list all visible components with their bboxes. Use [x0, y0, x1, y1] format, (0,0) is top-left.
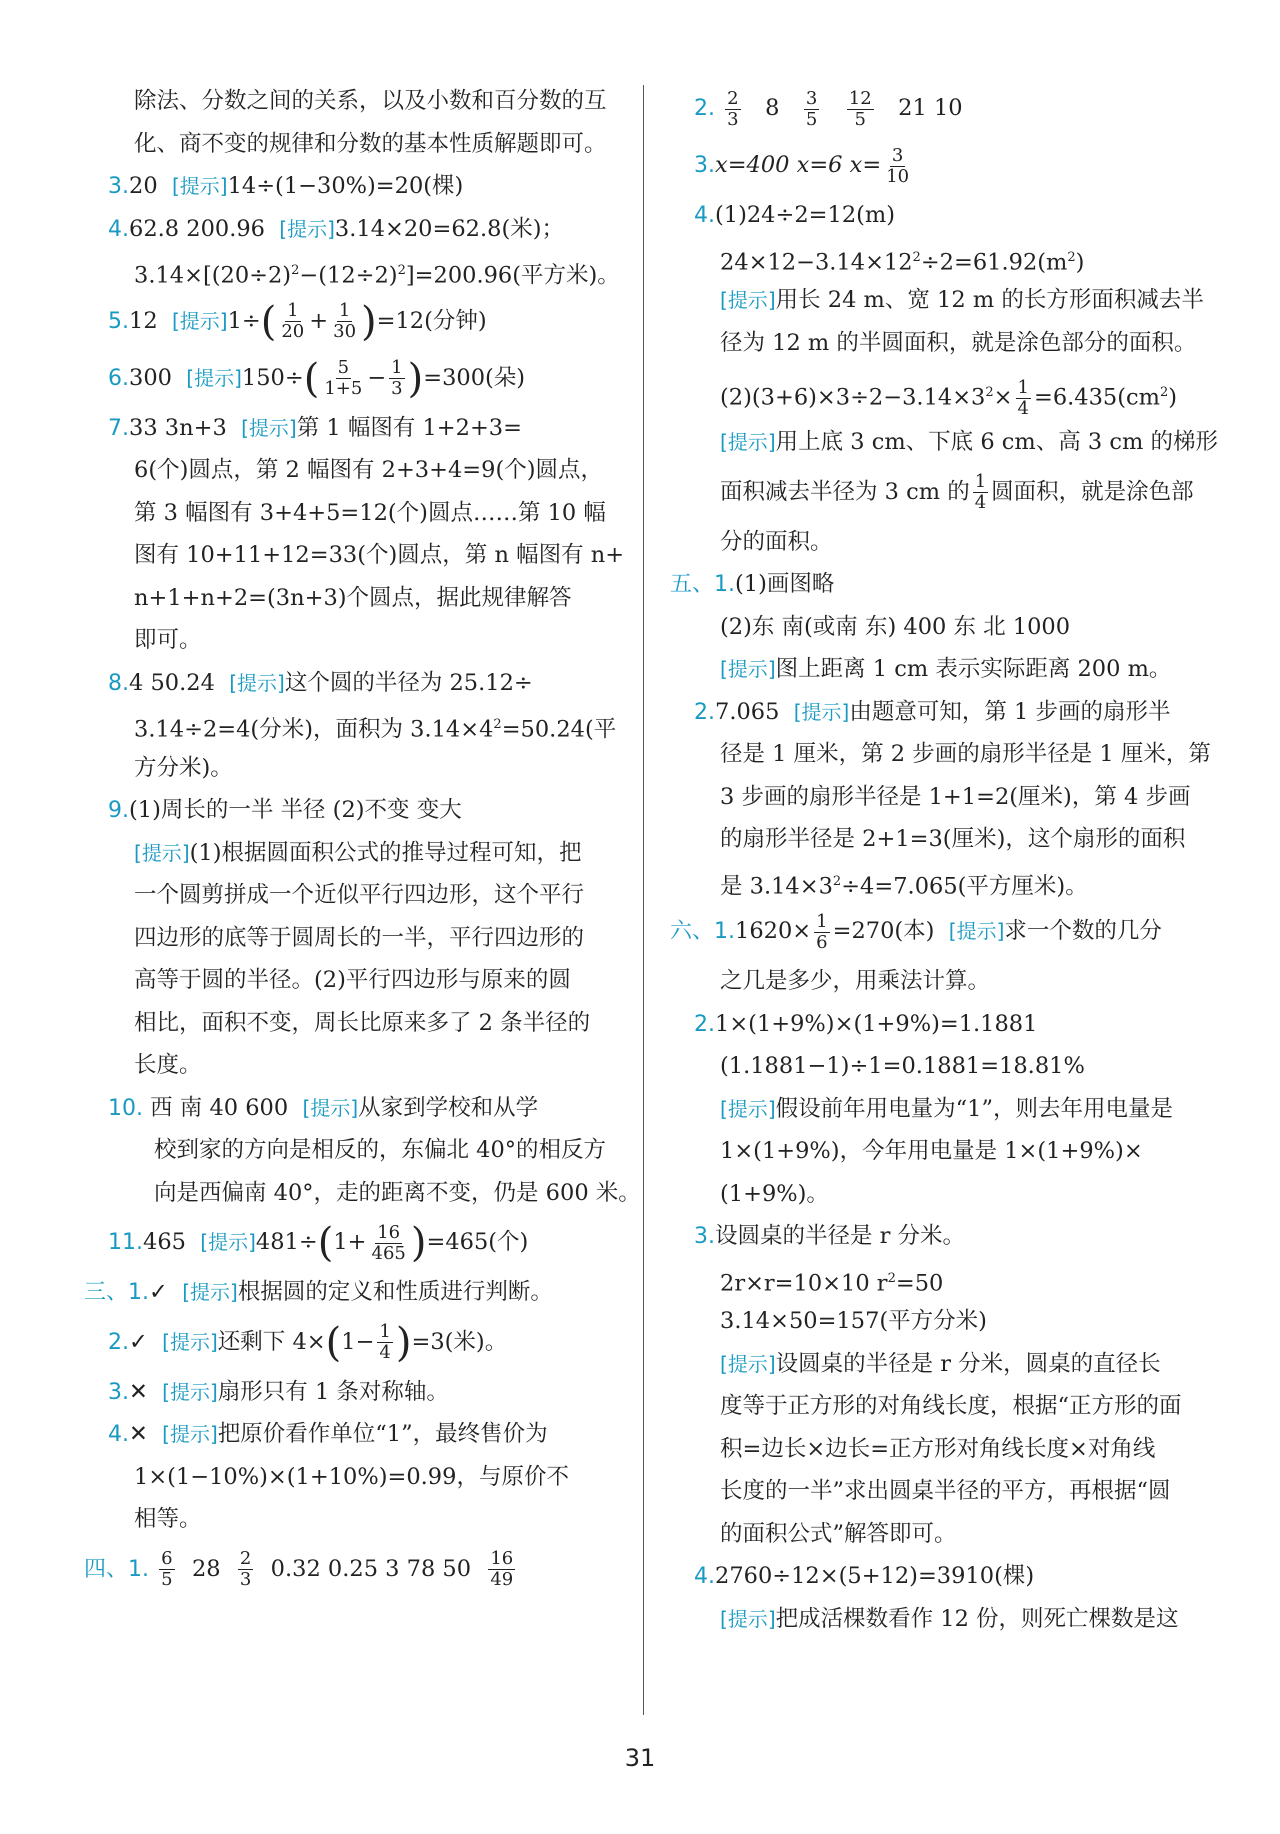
left-column [84, 80, 641, 1598]
text-line: n+1+n+2=(3n+3)个圆点，据此规律解答 [134, 584, 572, 611]
fraction: $\frac{3}{5}$ [805, 87, 818, 130]
text-line: 一个圆剪拼成一个近似平行四边形，这个平行 [134, 882, 585, 908]
section-6-item-3: 3.设圆桌的半径是 r 分米。 [694, 1223, 966, 1249]
text-line: 的面积公式”解答即可。 [720, 1520, 957, 1547]
text-line: 高等于圆的半径。(2)平行四边形与原来的圆 [134, 967, 571, 993]
section-label: 四、 [84, 1556, 129, 1582]
text-line: 的扇形半径是 2+1=3(厘米)，这个扇形的面积 [720, 826, 1186, 852]
text-line: 长度。 [134, 1052, 202, 1078]
section-3-item-4: 4.✕ [提示]把原价看作单位“1”，最终售价为 [108, 1421, 548, 1447]
section-4-item-1: 四、1. $\frac{6}{5}$ 28 $\frac{2}{3}$ 0.32 0.25 3 78 50 $\frac{16}{49}$ [84, 1548, 514, 1590]
section-3-item-3: 3.✕ [提示]扇形只有 1 条对称轴。 [108, 1378, 449, 1405]
section-label: 三、 [84, 1280, 129, 1305]
text-line: 校到家的方向是相反的，东偏北 40°的相反方 [154, 1137, 607, 1163]
section-5-item-2: 2.7.065 [提示]由题意可知，第 1 步画的扇形半 [694, 698, 1171, 725]
text-line: 即可。 [134, 627, 202, 653]
text-line: $3.14\times[(20\div 2)^2-(12\div 2)^2]=200.96$(平方米)。 [134, 262, 620, 289]
answer-item-7: 7.33 3n+3 [提示]第 1 幅图有 1+2+3= [108, 414, 522, 441]
text-line: [提示]把成活棵数看作 12 份，则死亡棵数是这 [720, 1605, 1179, 1632]
text-line: 1×(1−10%)×(1+10%)=0.99，与原价不 [134, 1463, 569, 1490]
fraction: $\frac{1}{4}$ [974, 471, 987, 513]
answer-item-r3: 3.x=400 x=6 x= $\frac{3}{10}$ [694, 144, 910, 187]
text-line: (2)东 南(或南 东) 400 东 北 1000 [720, 613, 1071, 640]
text-line: 第 3 幅图有 3+4+5=12(个)圆点……第 10 幅 [134, 499, 606, 526]
fraction: $\frac{6}{5}$ [161, 1548, 173, 1590]
answer-item-11: 11.465 [提示]481÷(1+ $\frac{16}{465}$ )=465(个) [108, 1220, 529, 1266]
fraction: $\frac{2}{3}$ [239, 1548, 252, 1590]
fraction: $\frac{3}{10}$ [886, 144, 910, 187]
answer-item-3: 3.20 [提示]14÷(1−30%)=20(棵) [108, 173, 464, 199]
text-line: [提示]假设前年用电量为“1”，则去年用电量是 [720, 1095, 1173, 1122]
text-line: [提示]用上底 3 cm、下底 6 cm、高 3 cm 的梯形 [720, 429, 1218, 455]
fraction: $\frac{1}{3}$ [391, 357, 403, 399]
text-line: 径是 1 厘米，第 2 步画的扇形半径是 1 厘米，第 [720, 741, 1211, 767]
text-line: 面积减去半径为 3 cm 的 $\frac{1}{4}$ 圆面积，就是涂色部 [720, 471, 1194, 513]
fraction: $\frac{16}{465}$ [371, 1221, 406, 1264]
fraction: $\frac{5}{1+5}$ [324, 357, 363, 399]
text-line: 分的面积。 [720, 528, 833, 555]
answer-item-6: 6.300 [提示]150÷( $\frac{5}{1+5}$ − $\frac{1}{3}$ )=300(朵) [108, 355, 526, 402]
text-line: 四边形的底等于圆周长的一半，平行四边形的 [134, 924, 585, 951]
text-line: 相等。 [134, 1506, 202, 1532]
section-5-item-1: 五、1.(1)画图略 [670, 571, 835, 597]
answer-item-r2: 2. $\frac{2}{3}$ 8 $\frac{3}{5}$ $\frac{12}{5}$ 21 10 [694, 87, 963, 130]
fraction: $\frac{2}{3}$ [727, 87, 739, 130]
answer-item-8: 8.4 50.24 [提示]这个圆的半径为 25.12÷ [108, 669, 533, 696]
section-label: 五、 [670, 572, 715, 597]
column-divider [643, 85, 644, 1715]
text-line: 6(个)圆点，第 2 幅图有 2+3+4=9(个)圆点， [134, 457, 604, 483]
right-column [670, 80, 1218, 1640]
text-line: 是 $3.14\times 3^2\div 4=7.065$(平方厘米)。 [720, 873, 1088, 899]
fraction: $\frac{1}{6}$ [816, 910, 828, 953]
text-line: 向是西偏南 40°，走的距离不变，仍是 600 米。 [154, 1179, 641, 1206]
text-line: 3.14×50=157(平方分米) [720, 1308, 987, 1334]
text-line: 度等于正方形的对角线长度，根据“正方形的面 [720, 1393, 1182, 1419]
text-line: $24\times 12-3.14\times 12^2\div 2=61.92(m^2)$ [720, 249, 1085, 275]
section-6-item-2: 2.1×(1+9%)×(1+9%)=1.1881 [694, 1010, 1038, 1037]
page-number: 31 [624, 1744, 656, 1772]
text-line: 相比，面积不变，周长比原来多了 2 条半径的 [134, 1009, 591, 1036]
text-line: 径为 12 m 的半圆面积，就是涂色部分的面积。 [720, 329, 1197, 356]
text-line: 方分米)。 [134, 754, 233, 781]
text-line: 2r×r=10×10 $r^2=50$ [720, 1270, 944, 1296]
text-line: 1×(1+9%)，今年用电量是 1×(1+9%)× [720, 1138, 1143, 1164]
text-line: 之几是多少，用乘法计算。 [720, 968, 991, 994]
text-line: [提示]设圆桌的半径是 r 分米，圆桌的直径长 [720, 1350, 1161, 1377]
text-line: 3 步画的扇形半径是 1+1=2(厘米)，第 4 步画 [720, 783, 1191, 810]
section-3-item-2: 2.✓ [提示]还剩下 4×(1− $\frac{1}{4}$ )=3(米)。 [108, 1319, 508, 1366]
text-line: 除法、分数之间的关系，以及小数和百分数的互 [134, 88, 607, 114]
answer-item-10: 10. 西 南 40 600 [提示]从家到学校和从学 [108, 1094, 539, 1121]
fraction: $\frac{1}{4}$ [1017, 377, 1029, 419]
fraction: $\frac{1}{30}$ [333, 300, 357, 342]
section-6-item-1: 六、1.1620× $\frac{1}{6}$ =270(本) [提示]求一个数的几分 [670, 910, 1162, 953]
text-line: (1.1881−1)÷1=0.1881=18.81% [720, 1053, 1085, 1079]
text-line: [提示]用长 24 m、宽 12 m 的长方形面积减去半 [720, 287, 1204, 313]
answer-item-4: 4.62.8 200.96 [提示]3.14×20=62.8(米)； [108, 215, 565, 242]
text-line: 化、商不变的规律和分数的基本性质解题即可。 [134, 130, 607, 157]
answer-item-5: 5.12 [提示]1÷( $\frac{1}{20}$ + $\frac{1}{30}$ )=12(分钟) [108, 298, 487, 345]
fraction: $\frac{1}{4}$ [379, 1321, 391, 1363]
section-6-item-4: 4.2760÷12×(5+12)=3910(棵) [694, 1563, 1035, 1589]
answer-item-9: 9.(1)周长的一半 半径 (2)不变 变大 [108, 797, 462, 823]
fraction: $\frac{1}{20}$ [281, 300, 305, 342]
text-line: $(2)(3+6)\times 3\div 2-3.14\times 3^2\times$ $\frac{1}{4}$ $=6.435(cm^2)$ [720, 377, 1178, 419]
text-line: [提示]图上距离 1 cm 表示实际距离 200 m。 [720, 656, 1172, 682]
section-label: 六、 [670, 919, 715, 944]
text-line: [提示](1)根据圆面积公式的推导过程可知，把 [134, 839, 582, 866]
text-line: 图有 10+11+12=33(个)圆点，第 n 幅图有 n+ [134, 542, 625, 568]
text-line: 长度的一半”求出圆桌半径的平方，再根据“圆 [720, 1478, 1171, 1504]
fraction: $\frac{16}{49}$ [490, 1548, 514, 1590]
text-line: 3.14÷2=4(分米)，面积为 $3.14\times 4^2=50.24$(平 [134, 716, 617, 743]
fraction: $\frac{12}{5}$ [848, 87, 872, 130]
text-line: 积=边长×边长=正方形对角线长度×对角线 [720, 1435, 1156, 1462]
answer-item-r4: 4.(1)24÷2=12(m) [694, 202, 896, 228]
section-3-item-1: 三、1.✓ [提示]根据圆的定义和性质进行判断。 [84, 1279, 553, 1305]
text-line: (1+9%)。 [720, 1180, 829, 1207]
